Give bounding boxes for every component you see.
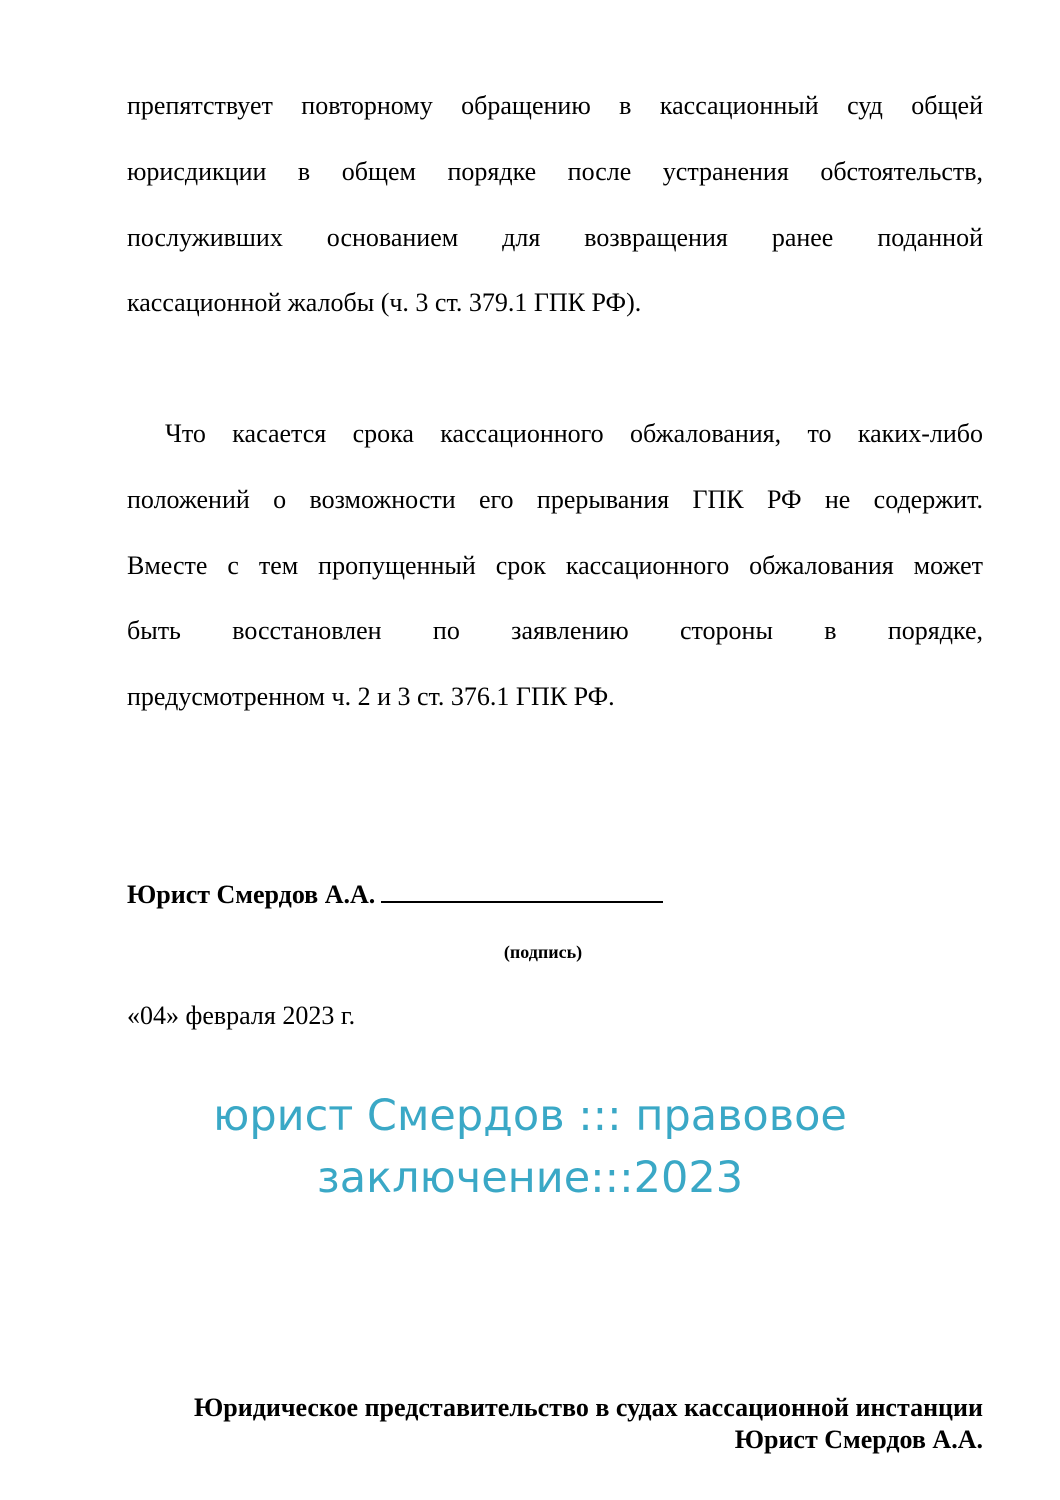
text-line: препятствует повторному обращению в кассационный суд общей (127, 91, 983, 120)
text-line: Вместе с тем пропущенный срок кассационного обжалования может (127, 551, 983, 580)
text-line: быть восстановлен по заявлению стороны в порядке, (127, 616, 983, 645)
text-line: кассационной жалобы (ч. 3 ст. 379.1 ГПК РФ). (127, 288, 642, 317)
signature-block (127, 877, 983, 910)
text-line: юрисдикции в общем порядке после устранения обстоятельств, (127, 157, 983, 186)
signature-caption: (подпись) (503, 942, 583, 962)
signature-line (381, 877, 663, 903)
footer-line-2: Юрист Смердов А.А. (734, 1425, 983, 1454)
text-line: послуживших основанием для возвращения ранее поданной (127, 223, 983, 252)
text-line: Что касается срока кассационного обжалования, то каких-либо (165, 419, 983, 448)
footer-line-1: Юридическое представительство в судах кассационной инстанции (193, 1393, 983, 1422)
text-line: положений о возможности его прерывания ГПК РФ не содержит. (127, 485, 983, 514)
signer-name: Юрист Смердов А.А. (127, 880, 376, 909)
document-date: «04» февраля 2023 г. (127, 1001, 356, 1030)
watermark: юрист Смердов ::: правовое заключение:::2023 (213, 1091, 847, 1203)
text-line: предусмотренном ч. 2 и 3 ст. 376.1 ГПК РФ. (127, 682, 615, 711)
